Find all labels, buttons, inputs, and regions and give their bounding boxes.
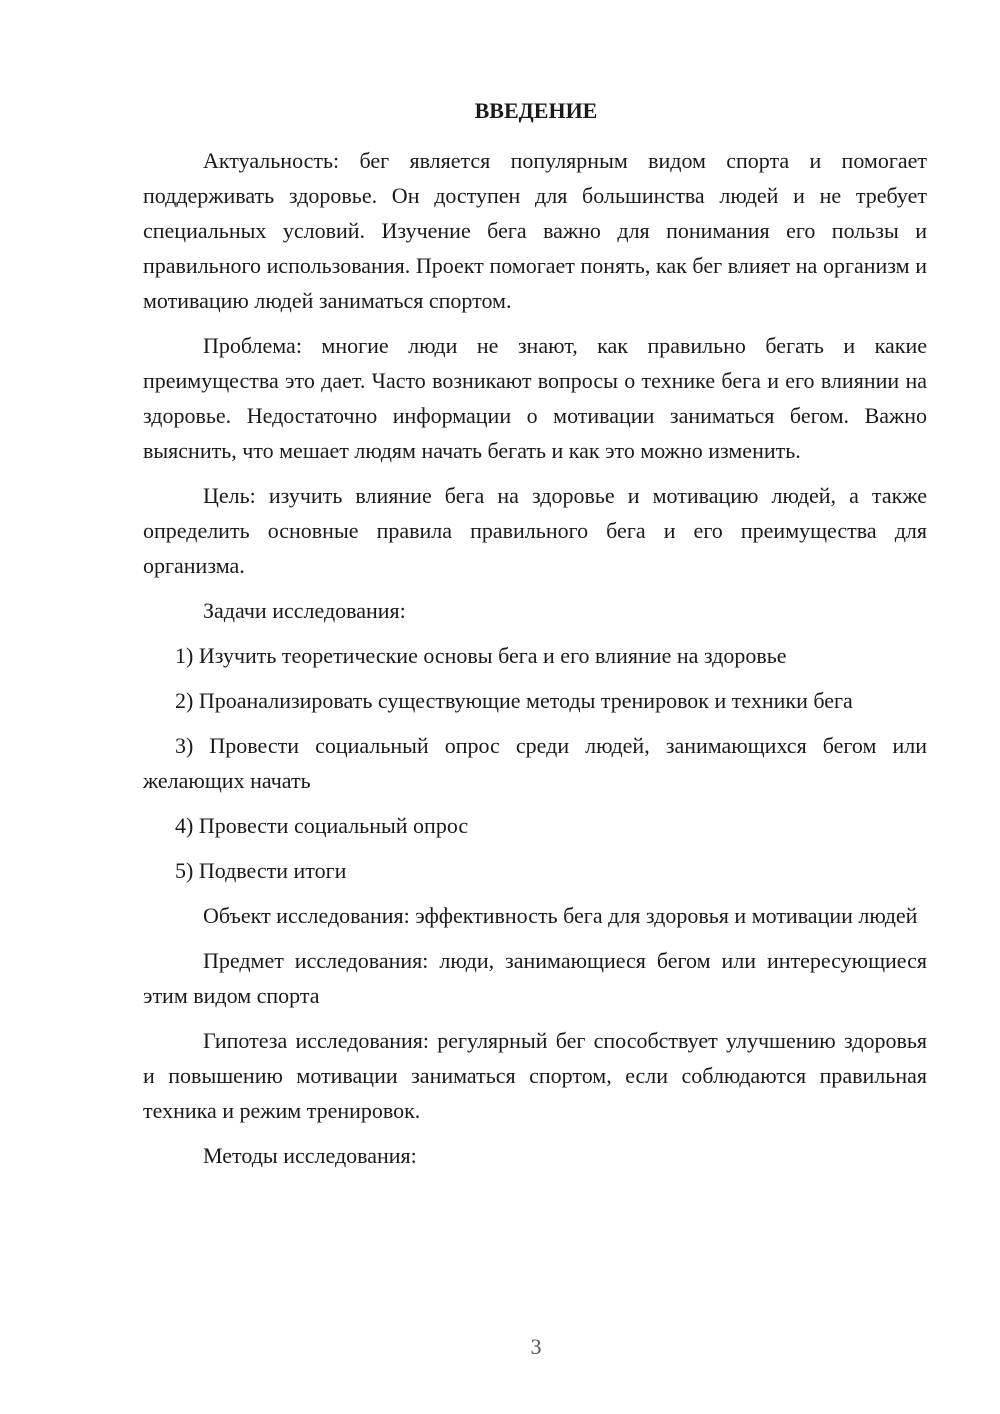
methods-heading: Методы исследования:: [203, 1143, 417, 1168]
task-item-3: 3) Провести социальный опрос среди людей, занимающихся бегом или желающих начать: [143, 733, 927, 793]
task-item-5: 5) Подвести итоги: [175, 858, 347, 883]
page-number: 3: [530, 1334, 542, 1359]
page-title: ВВЕДЕНИЕ: [474, 98, 598, 123]
paragraph-relevance: Актуальность: бег является популярным видом спорта и помогает поддерживать здоровье. Он доступен для большинства людей и не требует специальных условий. Изучение бега важно для понимания его пользы и правильного использования. Проект помогает понять, как бег влияет на организм и мотивацию людей заниматься спортом.: [143, 148, 927, 313]
paragraph-subject: Предмет исследования: люди, занимающиеся бегом или интересующиеся этим видом спорта: [143, 948, 927, 1008]
task-item-2: 2) Проанализировать существующие методы тренировок и техники бега: [175, 688, 853, 713]
task-item-4: 4) Провести социальный опрос: [175, 813, 469, 838]
paragraph-object: Объект исследования: эффективность бега для здоровья и мотивации людей: [203, 903, 918, 928]
document-body: [143, 143, 927, 1183]
paragraph-goal: Цель: изучить влияние бега на здоровье и мотивацию людей, а также определить основные правила правильного бега и его преимущества для организма.: [143, 483, 927, 578]
task-item-1: 1) Изучить теоретические основы бега и его влияние на здоровье: [175, 643, 787, 668]
paragraph-hypothesis: Гипотеза исследования: регулярный бег способствует улучшению здоровья и повышению мотивации заниматься спортом, если соблюдаются правильная техника и режим тренировок.: [143, 1028, 927, 1123]
paragraph-problem: Проблема: многие люди не знают, как правильно бегать и какие преимущества это дает. Часто возникают вопросы о технике бега и его влиянии на здоровье. Недостаточно информации о мотивации заниматься бегом. Важно выяснить, что мешает людям начать бегать и как это можно изменить.: [143, 333, 927, 463]
tasks-heading: Задачи исследования:: [203, 598, 406, 623]
